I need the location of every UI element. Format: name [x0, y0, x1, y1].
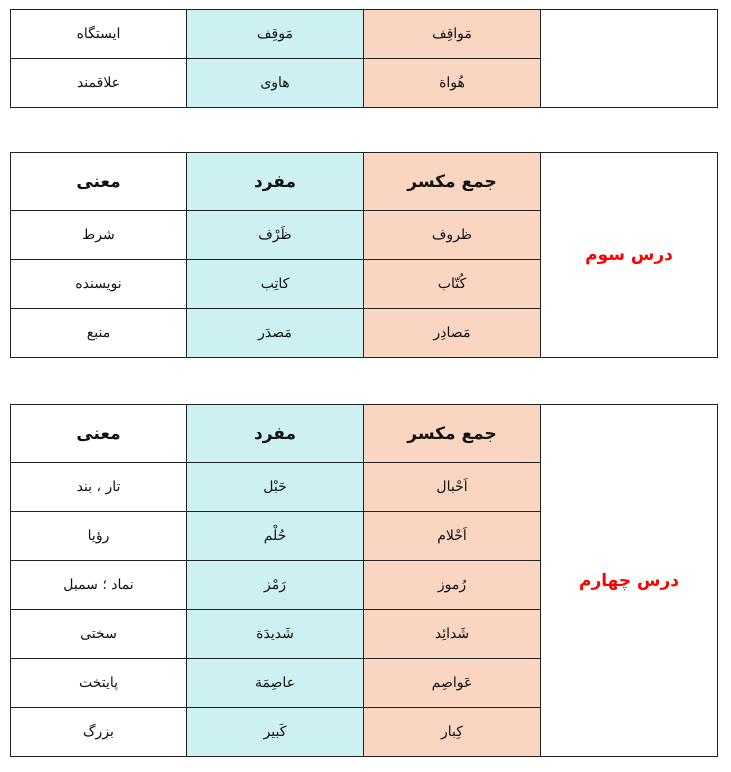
- plural-cell: کِبار: [364, 708, 541, 757]
- table-header-row: [11, 405, 718, 463]
- header-plural: جمع مکسر: [364, 405, 541, 463]
- header-plural: جمع مکسر: [364, 153, 541, 211]
- lesson-title: درس چهارم: [541, 405, 718, 757]
- plural-cell: کُتّاب: [364, 260, 541, 309]
- lesson-title: درس سوم: [541, 153, 718, 358]
- table-header-row: [11, 153, 718, 211]
- meaning-cell: تار ، بند: [11, 463, 187, 512]
- plural-cell: عَواصِم: [364, 659, 541, 708]
- singular-cell: کَبیر: [187, 708, 364, 757]
- vocab-table-continued: [10, 9, 718, 108]
- plural-cell: اَحْلام: [364, 512, 541, 561]
- singular-cell: کاتِب: [187, 260, 364, 309]
- singular-cell: مَوقِف: [187, 10, 364, 59]
- meaning-cell: رؤیا: [11, 512, 187, 561]
- singular-cell: مَصدَر: [187, 309, 364, 358]
- table-row: [11, 10, 718, 59]
- singular-cell: حَبْل: [187, 463, 364, 512]
- vocab-table-lesson-3: [10, 152, 718, 358]
- singular-cell: شَدیدَة: [187, 610, 364, 659]
- singular-cell: ظَرْف: [187, 211, 364, 260]
- plural-cell: هُواة: [364, 59, 541, 108]
- meaning-cell: شرط: [11, 211, 187, 260]
- meaning-cell: پایتخت: [11, 659, 187, 708]
- meaning-cell: نماد ؛ سمبل: [11, 561, 187, 610]
- meaning-cell: سختی: [11, 610, 187, 659]
- meaning-cell: منبع: [11, 309, 187, 358]
- header-meaning: معنی: [11, 405, 187, 463]
- plural-cell: مَواقِف: [364, 10, 541, 59]
- singular-cell: هاوی: [187, 59, 364, 108]
- plural-cell: اَحْبال: [364, 463, 541, 512]
- singular-cell: عاصِمَة: [187, 659, 364, 708]
- meaning-cell: ایستگاه: [11, 10, 187, 59]
- header-singular: مفرد: [187, 153, 364, 211]
- lesson-title: [541, 10, 718, 108]
- plural-cell: رُموز: [364, 561, 541, 610]
- meaning-cell: نویسنده: [11, 260, 187, 309]
- header-meaning: معنی: [11, 153, 187, 211]
- plural-cell: ظروف: [364, 211, 541, 260]
- singular-cell: رَمْز: [187, 561, 364, 610]
- meaning-cell: بزرگ: [11, 708, 187, 757]
- meaning-cell: علاقمند: [11, 59, 187, 108]
- header-singular: مفرد: [187, 405, 364, 463]
- singular-cell: حُلْم: [187, 512, 364, 561]
- vocab-table-lesson-4: [10, 404, 718, 757]
- plural-cell: مَصادِر: [364, 309, 541, 358]
- plural-cell: شَدائِد: [364, 610, 541, 659]
